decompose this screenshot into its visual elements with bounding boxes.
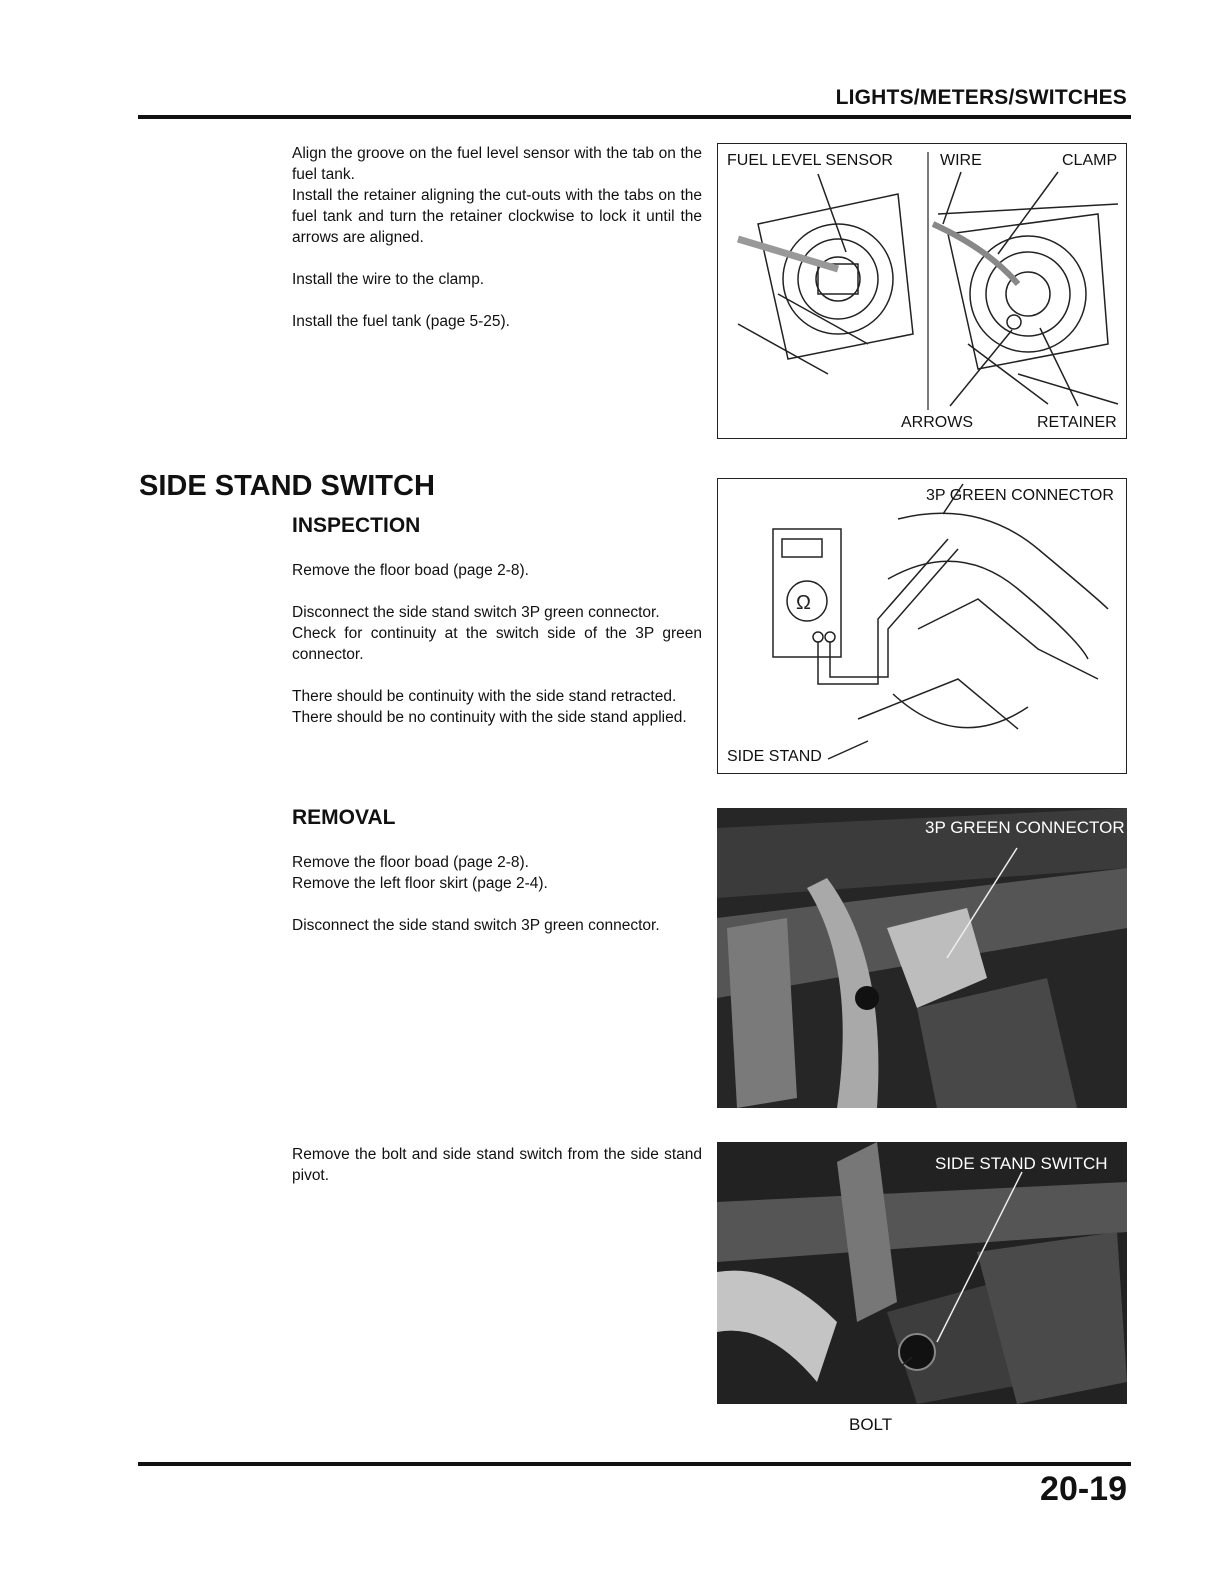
inspection-para-1: Remove the floor boad (page 2-8). xyxy=(292,562,529,579)
inspection-instructions xyxy=(292,560,702,728)
switch-photo xyxy=(717,1142,1127,1442)
fuel-instructions xyxy=(292,143,702,332)
running-header: LIGHTS/METERS/SWITCHES xyxy=(835,86,1127,109)
arrows-label: ARROWS xyxy=(901,414,973,431)
bolt-instruction xyxy=(292,1144,702,1186)
3p-green-connector-label: 3P GREEN CONNECTOR xyxy=(926,487,1114,504)
switch-photo-image xyxy=(717,1142,1127,1442)
footer-rule xyxy=(138,1462,1131,1466)
ohm-symbol: Ω xyxy=(796,592,811,614)
side-stand-label: SIDE STAND xyxy=(727,748,822,765)
fuel-para-3: Install the fuel tank (page 5-25). xyxy=(292,313,510,330)
fuel-para-1b: Install the retainer aligning the cut-outs with the tabs on the fuel tank and turn the retainer clockwise to lock it until the arrows are aligned. xyxy=(292,187,702,246)
inspection-para-2a: Disconnect the side stand switch 3P green connector. xyxy=(292,604,660,621)
fuel-para-2: Install the wire to the clamp. xyxy=(292,271,485,288)
photo2-switch-label: SIDE STAND SWITCH xyxy=(935,1154,1108,1173)
connector-photo xyxy=(717,808,1127,1108)
removal-para-1a: Remove the floor boad (page 2-8). xyxy=(292,854,529,871)
wire-label: WIRE xyxy=(940,152,982,169)
retainer-label: RETAINER xyxy=(1037,414,1117,431)
multimeter-drawing xyxy=(718,479,1126,773)
inspection-para-2b: Check for continuity at the switch side of the 3P green connector. xyxy=(292,625,702,663)
fuel-para-1a: Align the groove on the fuel level sensor with the tab on the fuel tank. xyxy=(292,145,702,183)
inspection-para-3a: There should be continuity with the side stand retracted. xyxy=(292,688,677,705)
page-number: 20-19 xyxy=(1040,1470,1127,1508)
section-title: SIDE STAND SWITCH xyxy=(139,470,435,502)
inspection-title: INSPECTION xyxy=(292,514,421,537)
header-rule xyxy=(138,115,1131,119)
bolt-para: Remove the bolt and side stand switch from the side stand pivot. xyxy=(292,1146,702,1184)
continuity-test-figure xyxy=(717,478,1127,774)
photo2-bolt-label: BOLT xyxy=(849,1415,893,1434)
removal-para-1b: Remove the left floor skirt (page 2-4). xyxy=(292,875,548,892)
removal-instructions xyxy=(292,852,702,936)
fuel-level-sensor-label: FUEL LEVEL SENSOR xyxy=(727,152,893,169)
removal-title: REMOVAL xyxy=(292,806,396,829)
inspection-para-3b: There should be no continuity with the side stand applied. xyxy=(292,709,687,726)
photo1-connector-label: 3P GREEN CONNECTOR xyxy=(925,818,1125,837)
clamp-label: CLAMP xyxy=(1062,152,1118,169)
connector-photo-image xyxy=(717,808,1127,1108)
fuel-sensor-drawing xyxy=(718,144,1126,438)
removal-para-2: Disconnect the side stand switch 3P green connector. xyxy=(292,917,660,934)
fuel-level-sensor-figure xyxy=(717,143,1127,439)
